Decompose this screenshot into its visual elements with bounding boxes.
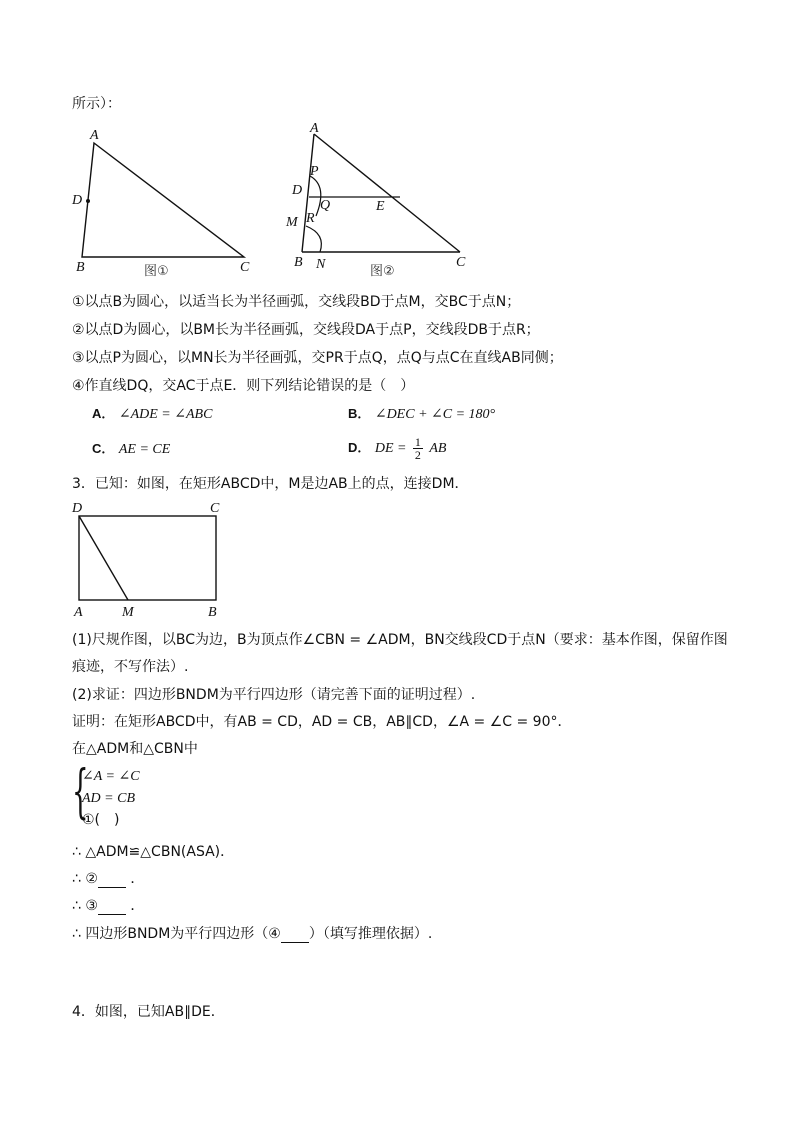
option-a-text: ∠ADE = ∠ABC: [118, 407, 213, 422]
q3-triangles: 在△ADM和△CBN中: [72, 741, 198, 757]
q3-rectangle-figure: [68, 498, 248, 623]
q2-step-2: ②以点D为圆心，以BM长为半径画弧，交线段DA于点P，交线段DB于点R；: [72, 322, 540, 338]
step2-blank[interactable]: [98, 873, 126, 888]
q3-congruent: ∴ △ADM≌△CBN(ASA)．: [72, 844, 235, 860]
step2-suffix: ．: [130, 871, 145, 887]
q2-option-a[interactable]: [92, 405, 212, 424]
q3-label-d: D: [72, 501, 83, 516]
q3-label-m: M: [122, 605, 134, 620]
q3-step3[interactable]: [72, 897, 144, 915]
q2-step-3: ③以点P为圆心，以MN长为半径画弧，交PR于点Q，点Q与点C在直线AB同侧；: [72, 350, 563, 366]
fig1-label-b: B: [76, 260, 85, 275]
option-d-letter: D．: [348, 440, 371, 455]
conclusion-suffix: ）（填写推理依据）.: [308, 926, 433, 942]
fig2-label-p: P: [310, 164, 319, 179]
system-line-3[interactable]: ①( ): [82, 812, 120, 828]
fig1-label-c: C: [240, 260, 250, 275]
left-brace: {: [72, 757, 89, 825]
option-a-letter: A．: [92, 406, 115, 421]
system-line-1: ∠A = ∠C: [82, 769, 140, 784]
q3-label-b: B: [208, 605, 217, 620]
q2-option-b[interactable]: [348, 405, 495, 424]
q3-label-c: C: [210, 501, 220, 516]
q3-step2[interactable]: [72, 870, 144, 888]
q3-part2: (2)求证：四边形BNDM为平行四边形（请完善下面的证明过程）.: [72, 687, 476, 703]
step3-suffix: ．: [130, 898, 145, 914]
fig1-caption: 图①: [144, 264, 169, 279]
fig2-label-n: N: [316, 257, 326, 272]
fig2-label-r: R: [306, 211, 315, 226]
q2-step-1: ①以点B为圆心，以适当长为半径画弧，交线段BD于点M，交BC于点N；: [72, 294, 521, 310]
conclusion-blank[interactable]: [281, 928, 309, 943]
step3-blank[interactable]: [98, 900, 126, 915]
q3-part1-line1: (1)尺规作图，以BC为边，B为顶点作∠CBN = ∠ADM，BN交线段CD于点N（要求：基本作图，保留作图: [72, 632, 728, 648]
fig2-label-e: E: [376, 199, 385, 214]
intro-fragment: 所示）：: [72, 96, 121, 112]
fig1-label-d: D: [72, 193, 83, 208]
figure-1: [60, 125, 260, 279]
q3-label-a: A: [74, 605, 83, 620]
q3-stem: 3．已知：如图，在矩形ABCD中，M是边AB上的点，连接DM．: [72, 476, 469, 492]
q3-proof-intro: 证明：在矩形ABCD中，有AB = CD，AD = CB，AB∥CD，∠A = ∠C = 90°．: [72, 714, 572, 730]
step2-prefix: ∴ ②: [72, 871, 98, 887]
fig2-label-q: Q: [320, 198, 331, 213]
fig2-label-a: A: [310, 121, 319, 136]
option-c-text: AE = CE: [118, 442, 171, 457]
fig2-caption: 图②: [370, 264, 395, 279]
option-d-suffix: AB: [429, 441, 447, 456]
fig2-label-c: C: [456, 255, 466, 270]
fig2-label-d: D: [292, 183, 303, 198]
option-d-prefix: DE =: [374, 441, 407, 456]
q3-conclusion[interactable]: [72, 925, 432, 943]
q3-part1-line2: 痕迹，不写作法）.: [72, 659, 189, 675]
conclusion-prefix: ∴ 四边形BNDM为平行四边形（④: [72, 926, 281, 942]
option-b-text: ∠DEC + ∠C = 180°: [374, 407, 496, 422]
option-c-letter: C．: [92, 441, 115, 456]
q2-option-d[interactable]: [348, 434, 446, 463]
fig2-label-b: B: [294, 255, 303, 270]
figure-2: [280, 120, 480, 279]
option-d-fraction: [413, 436, 423, 461]
fraction-numerator: 1: [414, 434, 421, 449]
fig2-label-m: M: [286, 215, 298, 230]
step3-prefix: ∴ ③: [72, 898, 98, 914]
system-line-2: AD = CB: [82, 791, 135, 806]
fig1-label-a: A: [90, 128, 99, 143]
q2-step-4: ④作直线DQ，交AC于点E．则下列结论错误的是（ ）: [72, 378, 415, 394]
option-b-letter: B．: [348, 406, 371, 421]
q2-option-c[interactable]: [92, 440, 170, 459]
fraction-denominator: 2: [414, 447, 421, 462]
q4-stem: 4．如图，已知AB∥DE．: [72, 1004, 225, 1020]
point-d-marker: [86, 199, 90, 203]
